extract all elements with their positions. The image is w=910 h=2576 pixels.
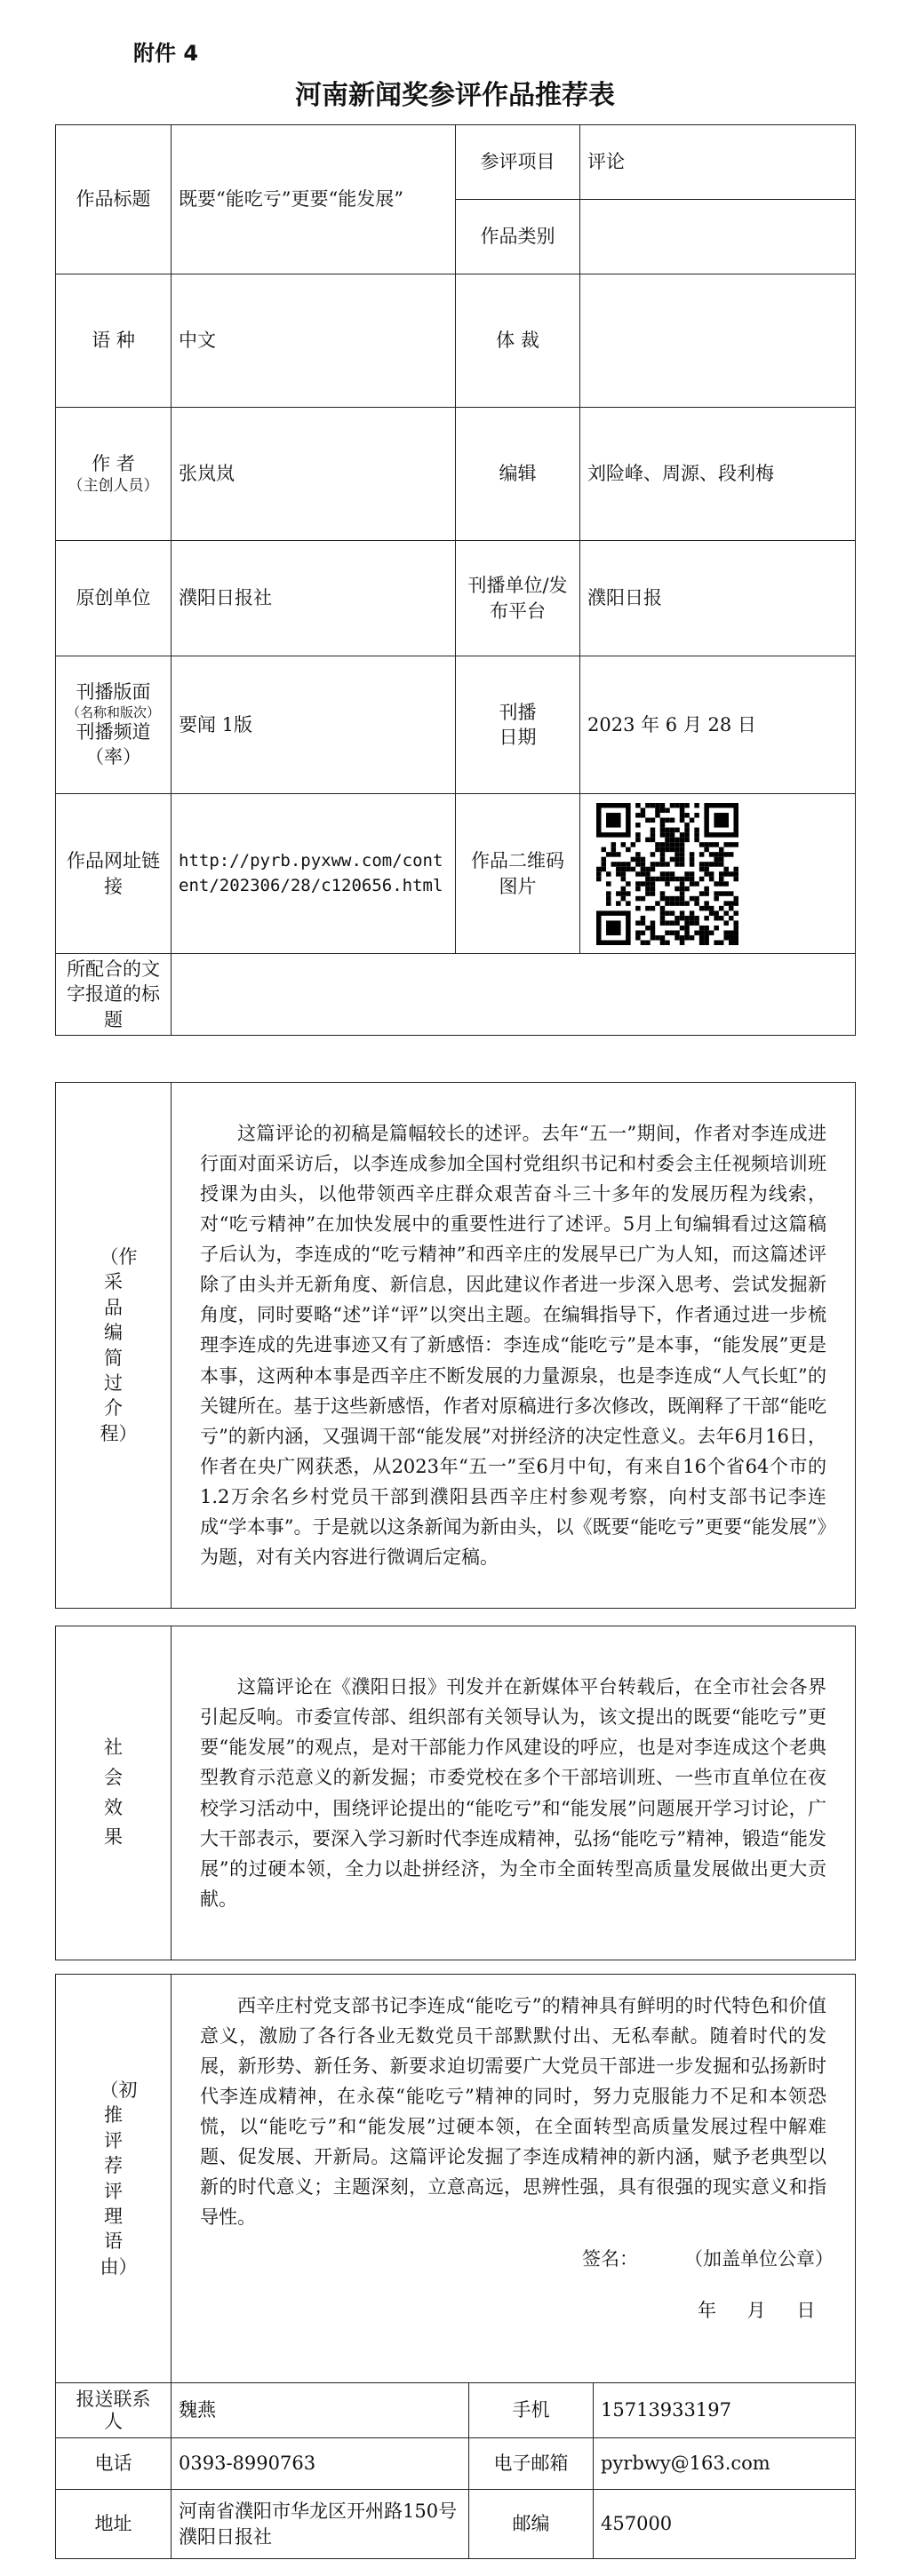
page-label-cell bbox=[56, 656, 172, 794]
intro-table bbox=[55, 1082, 856, 1609]
address-label: 地址 bbox=[56, 2490, 172, 2559]
review-label: （初推评荐评理语由） bbox=[56, 1975, 172, 2383]
signature-date: 年 月 日 bbox=[698, 2300, 816, 2322]
author-sub-label: （主创人员） bbox=[68, 477, 159, 496]
work-type-label: 作品类别 bbox=[456, 200, 580, 274]
effect-text: 这篇评论在《濮阳日报》刊发并在新媒体平台转载后，在全市社会各界引起反响。市委宣传部、组织部有关领导认为，该文提出的既要“能吃亏”更要“能发展”的观点，是对干部能力作风建设的呼应，也是对李连成这个老典型教育示范意义的新发掘；市委党校在多个干部培训班、一些市直单位在夜校学习活动中，围绕评论提出的“能吃亏”和“能发展”问题展开学习讨论，广大干部表示，要深入学习新时代李连成精神，弘扬“能吃亏”精神，锻造“能发展”的过硬本领，全力以赴拼经济，为全市全面转型高质量发展做出更大贡献。 bbox=[172, 1626, 856, 1960]
postcode-value: 457000 bbox=[594, 2490, 856, 2559]
date-label-2: 日期 bbox=[499, 727, 537, 748]
url-value[interactable]: http://pyrb.pyxww.com/content/202306/28/c120656.html bbox=[172, 794, 456, 954]
date-label-cell bbox=[456, 656, 580, 794]
publish-unit-label: 刊播单位/发布平台 bbox=[456, 541, 580, 656]
original-unit-value: 濮阳日报社 bbox=[172, 541, 456, 656]
channel-label-note: （率） bbox=[85, 746, 141, 768]
page-label: 刊播版面 bbox=[76, 681, 151, 704]
category-label: 参评项目 bbox=[456, 125, 580, 200]
language-label: 语 种 bbox=[56, 274, 172, 408]
qr-code-icon bbox=[596, 803, 738, 945]
author-label: 作 者 bbox=[92, 452, 135, 474]
publish-unit-value: 濮阳日报 bbox=[580, 541, 856, 656]
effect-label: 社会效果 bbox=[56, 1626, 172, 1960]
related-value bbox=[172, 954, 856, 1036]
postcode-label: 邮编 bbox=[469, 2490, 594, 2559]
category-value: 评论 bbox=[580, 125, 856, 200]
email-value[interactable]: pyrbwy@163.com bbox=[594, 2438, 856, 2490]
channel-label: 刊播频道 bbox=[76, 721, 151, 743]
info-table bbox=[55, 124, 856, 1036]
mobile-label: 手机 bbox=[469, 2383, 594, 2438]
effect-table bbox=[55, 1626, 856, 1960]
editor-value: 刘险峰、周源、段利梅 bbox=[580, 408, 856, 541]
phone-label: 电话 bbox=[56, 2438, 172, 2490]
intro-text: 这篇评论的初稿是篇幅较长的述评。去年“五一”期间，作者对李连成进行面对面采访后，以李连成参加全国村党组织书记和村委会主任视频培训班授课为由头，以他带领西辛庄群众艰苦奋斗三十多年的发展历程为线索，对“吃亏精神”在加快发展中的重要性进行了述评。5月上旬编辑看过这篇稿子后认为，李连成的“吃亏精神”和西辛庄的发展早已广为人知，而这篇述评除了由头并无新角度、新信息，因此建议作者进一步深入思考、尝试发掘新角度，同时要略“述”详“评”以突出主题。在编辑指导下，作者通过进一步梳理李连成的先进事迹又有了新感悟：李连成“能吃亏”是本事，“能发展”更是本事，这两种本事是西辛庄不断发展的力量源泉，也是李连成“人气长虹”的关键所在。基于这些新感悟，作者对原稿进行多次修改，既阐释了干部“能吃亏”的新内涵，又强调干部“能发展”对拼经济的决定性意义。去年6月16日，作者在央广网获悉，从2023年“五一”至6月中旬，有来自16个省64个市的1.2万余名乡村党员干部到濮阳县西辛庄村参观考察，向村支部书记李连成“学本事”。于是就以这条新闻为新由头，以《既要“能吃亏”更要“能发展”》为题，对有关内容进行微调后定稿。 bbox=[172, 1083, 856, 1609]
related-label: 所配合的文字报道的标题 bbox=[56, 954, 172, 1036]
mobile-value: 15713933197 bbox=[594, 2383, 856, 2438]
genre-value bbox=[580, 274, 856, 408]
stamp-note: （加盖单位公章） bbox=[684, 2248, 834, 2270]
page-label-note: （名称和版次） bbox=[66, 704, 160, 720]
date-label-1: 刊播 bbox=[499, 701, 537, 723]
review-text: 西辛庄村党支部书记李连成“能吃亏”的精神具有鲜明的时代特色和价值意义，激励了各行各业无数党员干部默默付出、无私奉献。随着时代的发展，新形势、新任务、新要求迫切需要广大党员干部进一步发掘和弘扬新时代李连成精神，在永葆“能吃亏”精神的同时，努力克服能力不足和本领恐慌，以“能吃亏”和“能发展”过硬本领，在全面转型高质量发展过程中解难题、促发展、开新局。这篇评论发掘了李连成精神的新内涵，赋予老典型以新的时代意义；主题深刻，立意高远，思辨性强，具有很强的现实意义和指导性。 bbox=[200, 1995, 827, 2229]
page-value: 要闻 1版 bbox=[172, 656, 456, 794]
signature-block bbox=[200, 2232, 834, 2357]
intro-label: （作采品编简过介程） bbox=[56, 1083, 172, 1609]
phone-value: 0393-8990763 bbox=[172, 2438, 469, 2490]
email-label: 电子邮箱 bbox=[469, 2438, 594, 2490]
qr-cell bbox=[580, 794, 856, 954]
address-value: 河南省濮阳市华龙区开州路150号濮阳日报社 bbox=[172, 2490, 469, 2559]
contact-person-label: 报送联系人 bbox=[56, 2383, 172, 2438]
work-title-label: 作品标题 bbox=[56, 125, 172, 274]
genre-label: 体 裁 bbox=[456, 274, 580, 408]
author-value: 张岚岚 bbox=[172, 408, 456, 541]
attachment-label: 附件 4 bbox=[133, 41, 199, 66]
editor-label: 编辑 bbox=[456, 408, 580, 541]
signature-label: 签名： bbox=[582, 2248, 638, 2270]
review-table bbox=[55, 1974, 856, 2559]
contact-person-value: 魏燕 bbox=[172, 2383, 469, 2438]
original-unit-label: 原创单位 bbox=[56, 541, 172, 656]
language-value: 中文 bbox=[172, 274, 456, 408]
date-value: 2023 年 6 月 28 日 bbox=[580, 656, 856, 794]
form-title: 河南新闻奖参评作品推荐表 bbox=[295, 80, 615, 111]
qr-label: 作品二维码图片 bbox=[456, 794, 580, 954]
work-type-value bbox=[580, 200, 856, 274]
review-cell bbox=[172, 1975, 856, 2383]
work-title-value: 既要“能吃亏”更要“能发展” bbox=[172, 125, 456, 274]
author-label-cell bbox=[56, 408, 172, 541]
url-label: 作品网址链接 bbox=[56, 794, 172, 954]
